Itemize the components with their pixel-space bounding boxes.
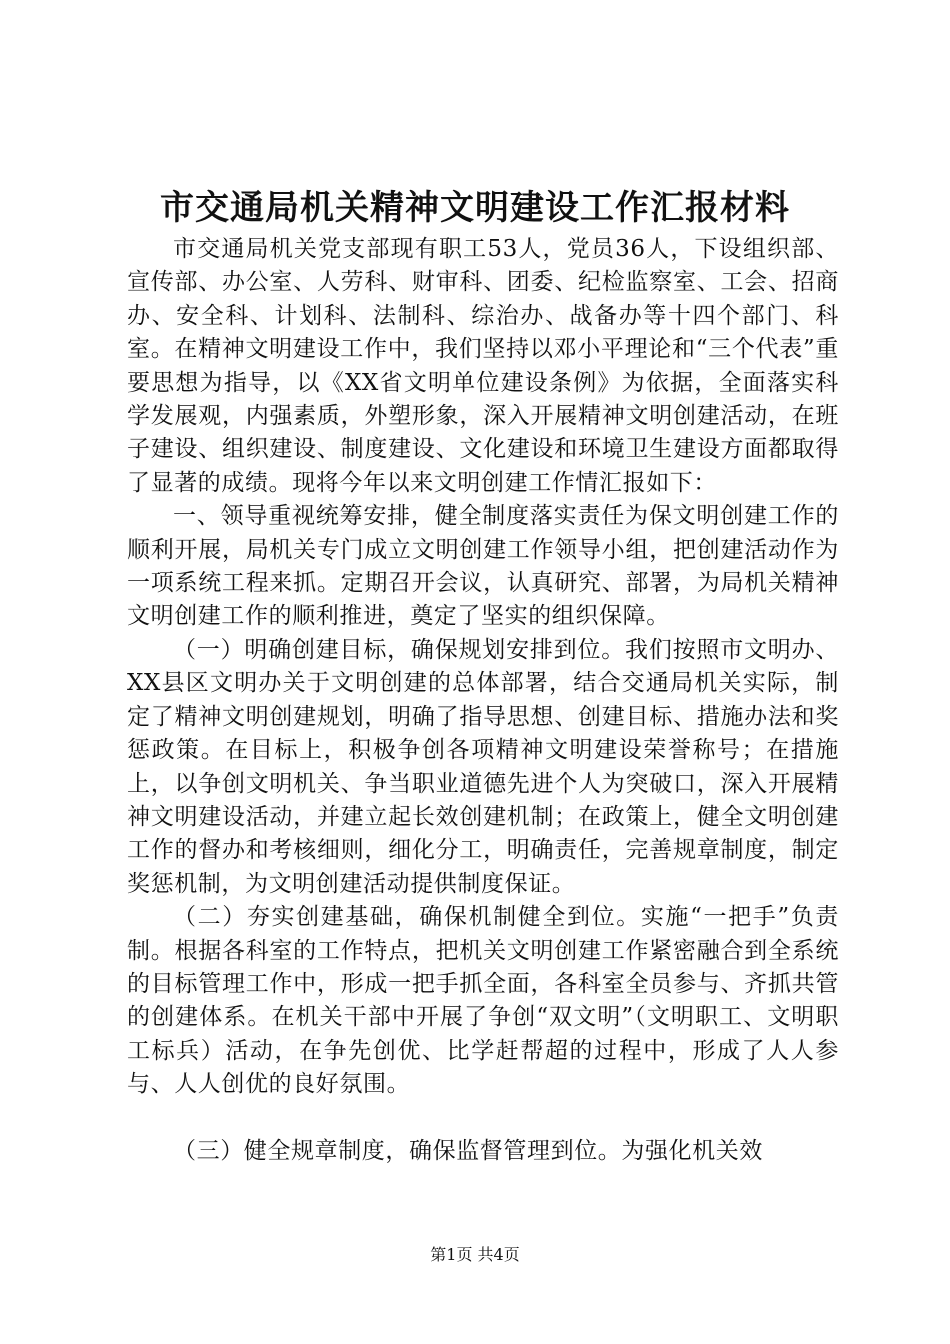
document-title: 市交通局机关精神文明建设工作汇报材料 (160, 188, 790, 228)
page-number: 第1页 共4页 (430, 1245, 520, 1264)
paragraph-subsection-two: （二）夯实创建基础，确保机制健全到位。实施“一把手”负责制。根据各科室的工作特点，把机关文明创建工作紧密融合到全系统的目标管理工作中，形成一把手抓全面，各科室全员参与、齐抓共管的创建体系。在机关干部中开展了争创“双文明”（文明职工、文明职工标兵）活动，在争先创优、比学赶帮超的过程中，形成了人人参与、人人创优的良好氛围。 (127, 904, 839, 1098)
paragraph-intro: 市交通局机关党支部现有职工53人，党员36人，下设组织部、宣传部、办公室、人劳科、财审科、团委、纪检监察室、工会、招商办、安全科、计划科、法制科、综治办、战备办等十四个部门、科室。在精神文明建设工作中，我们坚持以邓小平理论和“三个代表”重要思想为指导，以《XX省文明单位建设条例》为依据，全面落实科学发展观，内强素质，外塑形象，深入开展精神文明创建活动，在班子建设、组织建设、制度建设、文化建设和环境卫生建设方面都取得了显著的成绩。现将今年以来文明创建工作情汇报如下： (127, 236, 839, 496)
document-body (127, 233, 839, 1168)
paragraph-subsection-three: （三）健全规章制度，确保监督管理到位。为强化机关效 (173, 1137, 763, 1164)
paragraph-section-one: 一、领导重视统筹安排，健全制度落实责任为保文明创建工作的顺利开展，局机关专门成立文明创建工作领导小组，把创建活动作为一项系统工程来抓。定期召开会议，认真研究、部署，为局机关精神文明创建工作的顺利推进，奠定了坚实的组织保障。 (127, 503, 839, 630)
paragraph-subsection-one: （一）明确创建目标，确保规划安排到位。我们按照市文明办、XX县区文明办关于文明创建的总体部署，结合交通局机关实际，制定了精神文明创建规划，明确了指导思想、创建目标、措施办法和奖惩政策。在目标上，积极争创各项精神文明建设荣誉称号；在措施上，以争创文明机关、争当职业道德先进个人为突破口，深入开展精神文明建设活动，并建立起长效创建机制；在政策上，健全文明创建工作的督办和考核细则，细化分工，明确责任，完善规章制度，制定奖惩机制，为文明创建活动提供制度保证。 (127, 636, 839, 897)
